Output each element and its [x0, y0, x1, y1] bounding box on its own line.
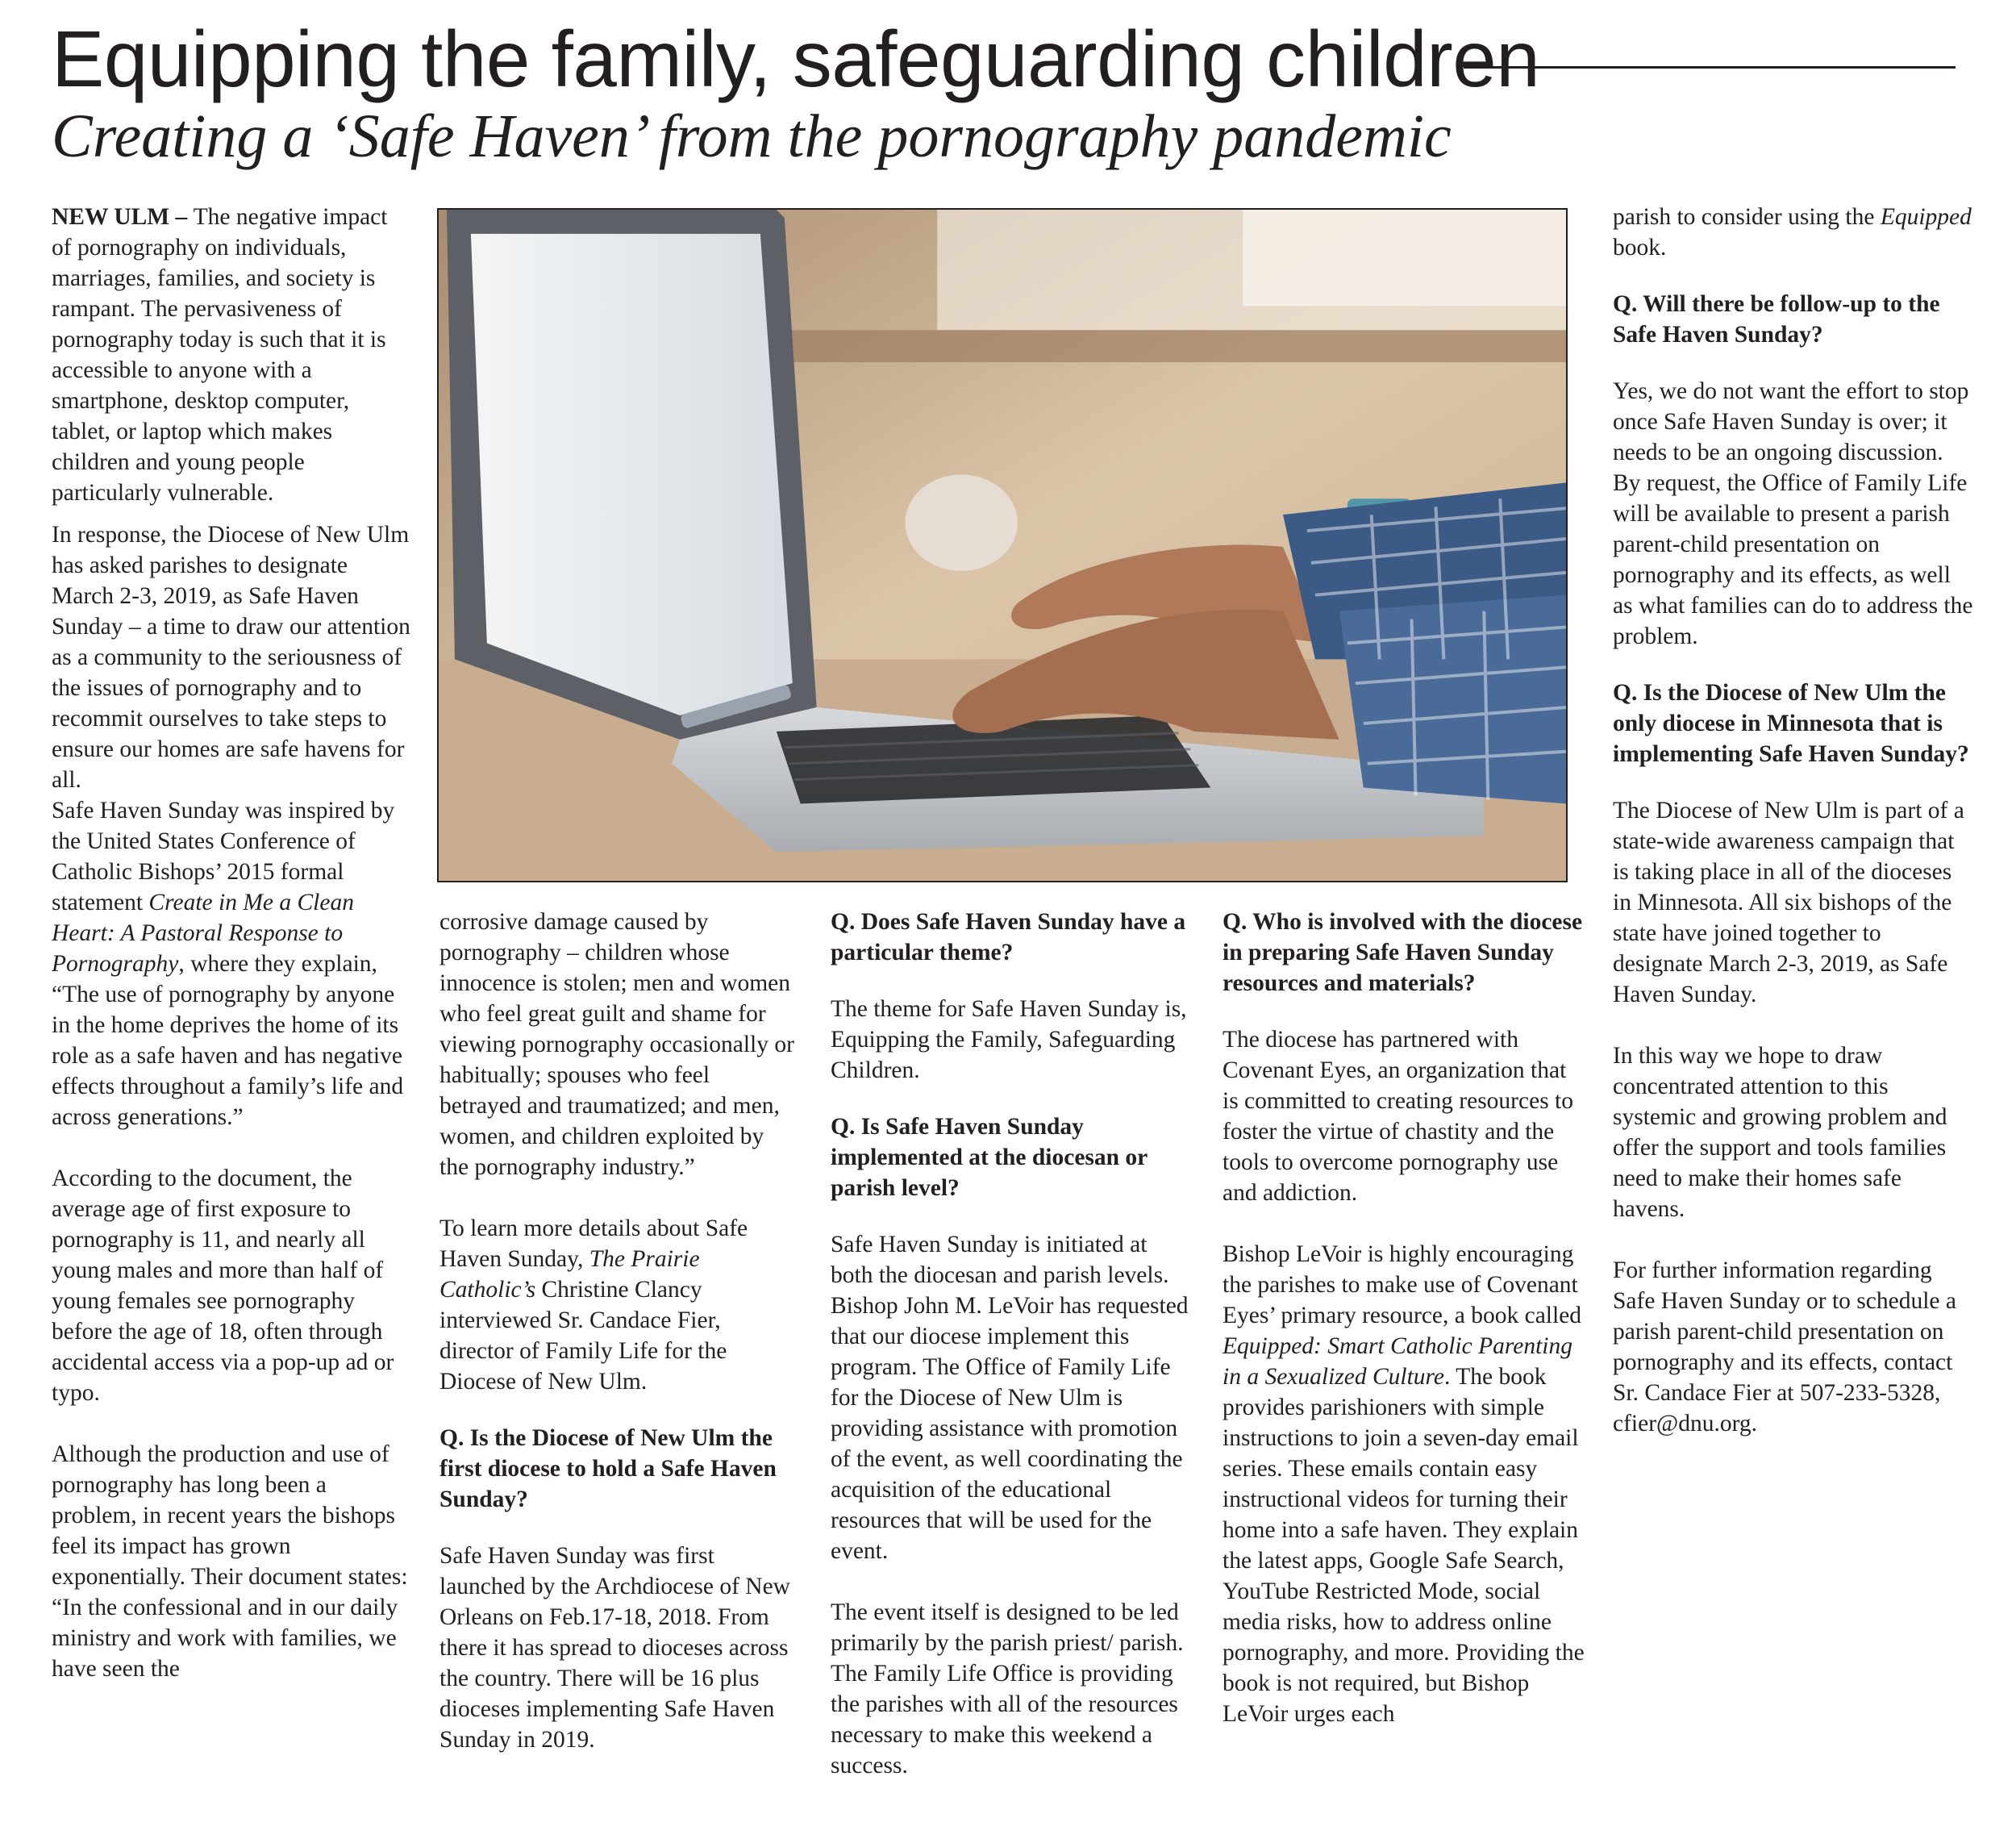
question-heading: Q. Will there be follow-up to the Safe Haven Sunday? [1613, 291, 1940, 348]
paragraph: According to the document, the average age of first exposure to pornography is 11, and nearly all young males and more than half of young females see pornography before the age of 18, often through accidental access via a pop-up ad or typo. [52, 1165, 394, 1406]
paragraph-text: parish to consider using the [1613, 204, 1881, 230]
article-column-1 [52, 202, 413, 1684]
answer-paragraph: The theme for Safe Haven Sunday is, Equipping the Family, Safeguarding Children. [831, 996, 1187, 1083]
article-column-4 [1223, 907, 1585, 1729]
subheadline: Creating a ‘Safe Haven’ from the pornography pandemic [52, 102, 1452, 170]
hands-typing-on-laptop-photo [439, 210, 1566, 881]
paragraph [1613, 202, 1976, 263]
document-title: Create in Me a Clean Heart: A Pastoral Response to Pornography [52, 890, 354, 977]
paragraph: Although the production and use of pornography has long been a problem, in recent years the bishops feel its impact has grown exponentially. Their document states: “In the confessional and in our daily ministry and work with families, we have seen the [52, 1441, 408, 1682]
answer-paragraph: Safe Haven Sunday was first launched by the Archdiocese of New Orleans on Feb.17-18, 2018. From there it has spread to dioceses across the country. There will be 16 plus dioceses implementing Safe Haven Sunday in 2019. [439, 1543, 790, 1753]
paragraph-text: To learn more details about Safe Haven Sunday, [439, 1215, 748, 1272]
headline-rule [1464, 66, 1956, 69]
article-column-3 [831, 907, 1189, 1781]
dateline-separator: – [169, 204, 194, 230]
paragraph-text: , where they explain, “The use of pornography by anyone in the home deprives the home of its role as a safe haven and has negative effects throughout a family’s life and across generations.” [52, 951, 404, 1130]
book-title: Equipped: Smart Catholic Parenting in a Sexualized Culture [1223, 1333, 1572, 1390]
answer-paragraph: Safe Haven Sunday is initiated at both the diocesan and parish levels. Bishop John M. LeVoir has requested that our diocese implement this program. The Office of Family Life for the Diocese of New Ulm is providing assistance with promotion of the event, as well coordinating the acquisition of the educational resources that will be used for the event. [831, 1232, 1189, 1564]
publication-name: The Prairie Catholic’s [439, 1246, 700, 1303]
paragraph [439, 1213, 794, 1397]
question-heading: Q. Does Safe Haven Sunday have a particular theme? [831, 909, 1186, 965]
headline: Equipping the family, safeguarding children [52, 15, 1540, 103]
answer-paragraph: The event itself is designed to be led primarily by the parish priest/ parish. The Family Life Office is providing the parishes with all of the resources necessary to make this weekend a success. [831, 1599, 1184, 1778]
question-heading: Q. Is Safe Haven Sunday implemented at the diocesan or parish level? [831, 1114, 1148, 1201]
article-photo [437, 208, 1568, 882]
question-heading: Q. Is the Diocese of New Ulm the first diocese to hold a Safe Haven Sunday? [439, 1425, 777, 1512]
paragraph-text: Bishop LeVoir is highly encouraging the parishes to make use of Covenant Eyes’ primary resource, a book called [1223, 1241, 1582, 1328]
paragraph [52, 795, 413, 1132]
answer-paragraph [1223, 1239, 1585, 1729]
paragraph-text: Safe Haven Sunday was inspired by the United States Conference of Catholic Bishops’ 2015 formal statement [52, 798, 395, 915]
article-column-5 [1613, 202, 1976, 1439]
answer-paragraph: Yes, we do not want the effort to stop once Safe Haven Sunday is over; it needs to be an ongoing discussion. By request, the Office of Family Life will be available to present a parish parent-child presentation on pornography and its effects, as well as what families can do to address the problem. [1613, 378, 1973, 649]
paragraph-text: Christine Clancy interviewed Sr. Candace Fier, director of Family Life for the Diocese of New Ulm. [439, 1277, 727, 1395]
paragraph: In response, the Diocese of New Ulm has asked parishes to designate March 2-3, 2019, as Safe Haven Sunday – a time to draw our attention as a community to the seriousness of the issues of pornography and to recommit ourselves to take steps to ensure our homes are safe havens for all. [52, 522, 410, 793]
answer-paragraph: For further information regarding Safe Haven Sunday or to schedule a parish parent-child presentation on pornography and its effects, contact Sr. Candace Fier at 507-233-5328, cfier@dnu.org. [1613, 1257, 1956, 1436]
paragraph-text: book. [1613, 235, 1667, 261]
lede-text: The negative impact of pornography on individuals, marriages, families, and society is rampant. The pervasiveness of pornography today is such that it is accessible to anyone with a smartphone, desktop computer, tablet, or laptop which makes children and young people particularly vulnerable. [52, 204, 388, 506]
answer-paragraph: In this way we hope to draw concentrated attention to this systemic and growing problem and offer the support and tools families need to make their homes safe havens. [1613, 1043, 1947, 1222]
answer-paragraph: The Diocese of New Ulm is part of a state-wide awareness campaign that is taking place in all of the dioceses in Minnesota. All six bishops of the state have joined together to designate March 2-3, 2019, as Safe Haven Sunday. [1613, 798, 1964, 1007]
paragraph: corrosive damage caused by pornography – children whose innocence is stolen; men and women who feel great guilt and shame for viewing pornography occasionally or habitually; spouses who feel betrayed and traumatized; and men, women, and children exploited by the pornography industry.” [439, 909, 794, 1180]
dateline: NEW ULM [52, 204, 170, 230]
answer-paragraph: The diocese has partnered with Covenant Eyes, an organization that is committed to creating resources to foster the virtue of chastity and the tools to overcome pornography use and addiction. [1223, 1027, 1573, 1206]
book-title: Equipped [1880, 204, 1972, 230]
paragraph-lede [52, 202, 413, 508]
question-heading: Q. Is the Diocese of New Ulm the only diocese in Minnesota that is implementing Safe Haven Sunday? [1613, 680, 1969, 767]
paragraph-text: . The book provides parishioners with simple instructions to join a seven-day email series. These emails contain easy instructional videos for turning their home into a safe haven. They explain the latest apps, Google Safe Search, YouTube Restricted Mode, social media risks, how to address online pornography, and more. Providing the book is not required, but Bishop LeVoir urges each [1223, 1364, 1585, 1727]
question-heading: Q. Who is involved with the diocese in preparing Safe Haven Sunday resources and materials? [1223, 909, 1583, 996]
article-column-2 [439, 907, 794, 1755]
